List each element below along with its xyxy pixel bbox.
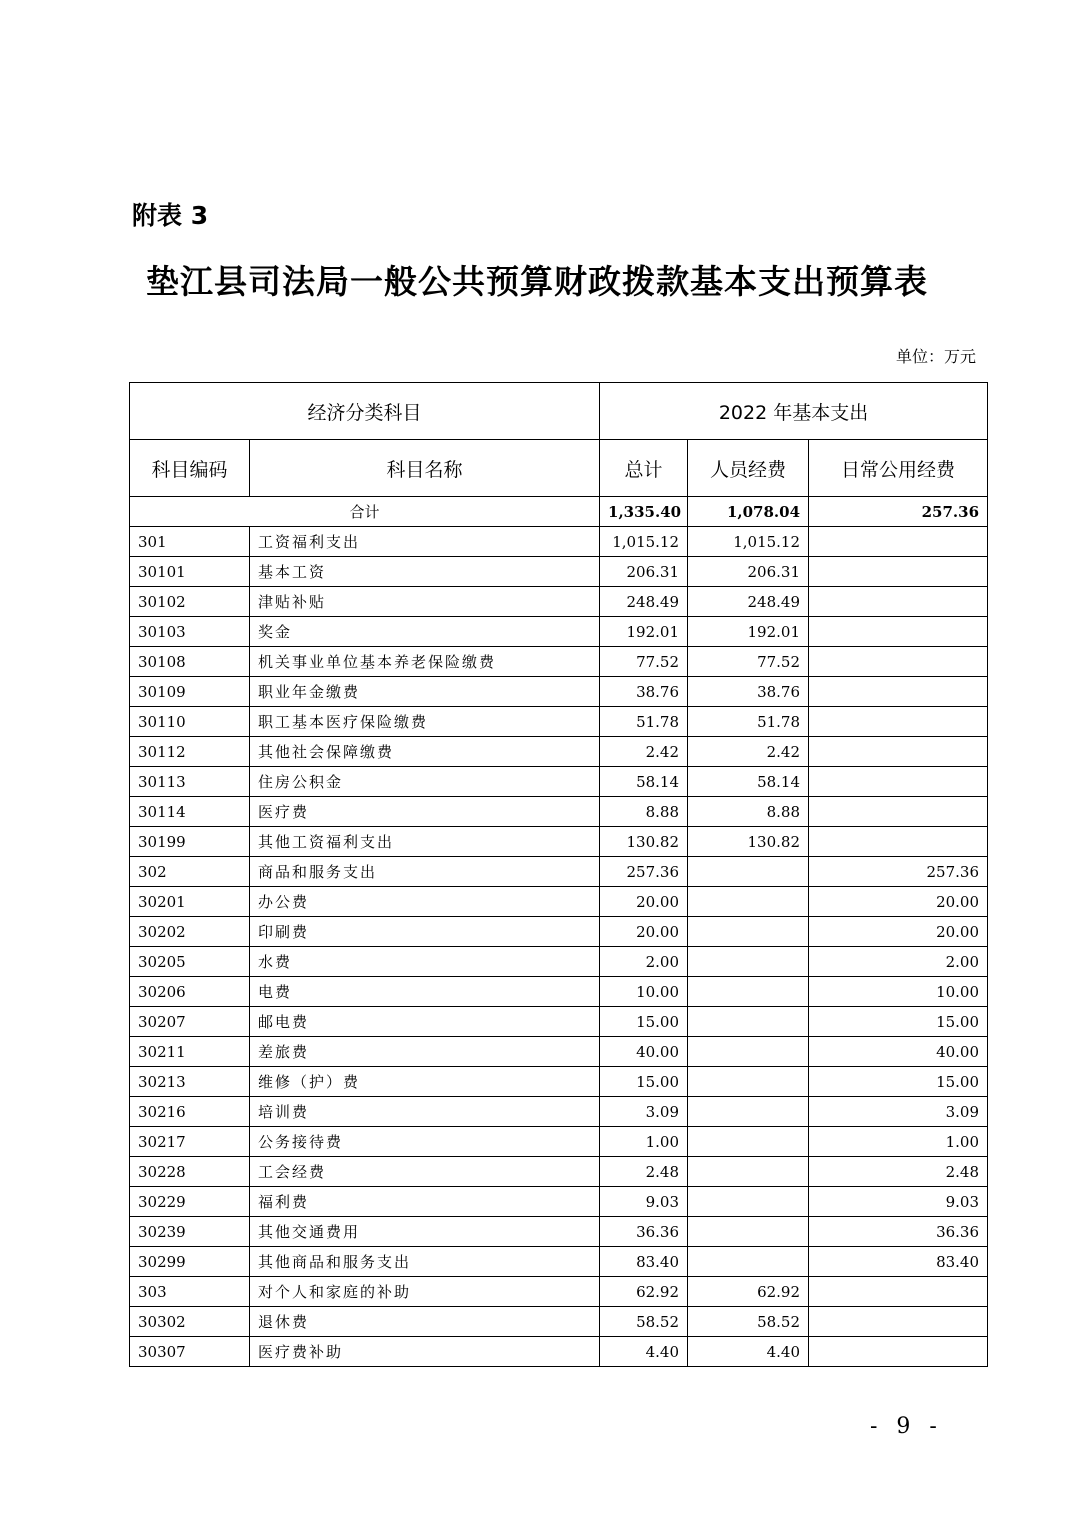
- group-header-row: [130, 383, 988, 440]
- cell-public: 2.00: [809, 947, 988, 977]
- table-row: [130, 1337, 988, 1367]
- cell-public: 3.09: [809, 1097, 988, 1127]
- cell-name: 其他工资福利支出: [250, 827, 600, 857]
- cell-public: [809, 1337, 988, 1367]
- cell-name: 机关事业单位基本养老保险缴费: [250, 647, 600, 677]
- cell-total: 2.42: [600, 737, 688, 767]
- total-personnel: 1,078.04: [688, 497, 809, 527]
- cell-name: 公务接待费: [250, 1127, 600, 1157]
- cell-code: 30207: [130, 1007, 250, 1037]
- cell-code: 30299: [130, 1247, 250, 1277]
- cell-public: [809, 647, 988, 677]
- cell-code: 303: [130, 1277, 250, 1307]
- table-row: [130, 647, 988, 677]
- cell-personnel: 77.52: [688, 647, 809, 677]
- cell-name: 印刷费: [250, 917, 600, 947]
- cell-personnel: [688, 1247, 809, 1277]
- col-header-public: 日常公用经费: [809, 440, 988, 497]
- cell-code: 30302: [130, 1307, 250, 1337]
- cell-name: 奖金: [250, 617, 600, 647]
- cell-name: 邮电费: [250, 1007, 600, 1037]
- cell-name: 其他商品和服务支出: [250, 1247, 600, 1277]
- cell-name: 电费: [250, 977, 600, 1007]
- cell-total: 206.31: [600, 557, 688, 587]
- total-public: 257.36: [809, 497, 988, 527]
- cell-name: 医疗费补助: [250, 1337, 600, 1367]
- cell-code: 30206: [130, 977, 250, 1007]
- cell-personnel: [688, 1217, 809, 1247]
- table-row: [130, 1127, 988, 1157]
- cell-code: 30110: [130, 707, 250, 737]
- column-header-row: [130, 440, 988, 497]
- cell-code: 30114: [130, 797, 250, 827]
- cell-public: [809, 617, 988, 647]
- table-row: [130, 797, 988, 827]
- cell-total: 40.00: [600, 1037, 688, 1067]
- cell-name: 工资福利支出: [250, 527, 600, 557]
- cell-total: 83.40: [600, 1247, 688, 1277]
- cell-personnel: 192.01: [688, 617, 809, 647]
- cell-personnel: [688, 1037, 809, 1067]
- table-row: [130, 1007, 988, 1037]
- table-row: [130, 1217, 988, 1247]
- cell-public: 15.00: [809, 1067, 988, 1097]
- cell-name: 职业年金缴费: [250, 677, 600, 707]
- cell-personnel: [688, 857, 809, 887]
- col-header-code: 科目编码: [130, 440, 250, 497]
- cell-code: 30109: [130, 677, 250, 707]
- cell-name: 差旅费: [250, 1037, 600, 1067]
- cell-total: 58.52: [600, 1307, 688, 1337]
- cell-personnel: [688, 1157, 809, 1187]
- cell-total: 257.36: [600, 857, 688, 887]
- cell-total: 9.03: [600, 1187, 688, 1217]
- cell-name: 其他社会保障缴费: [250, 737, 600, 767]
- cell-name: 工会经费: [250, 1157, 600, 1187]
- cell-code: 30228: [130, 1157, 250, 1187]
- total-total: 1,335.40: [600, 497, 688, 527]
- cell-public: 9.03: [809, 1187, 988, 1217]
- col-header-total: 总计: [600, 440, 688, 497]
- cell-code: 30307: [130, 1337, 250, 1367]
- cell-total: 130.82: [600, 827, 688, 857]
- total-row: [130, 497, 988, 527]
- table-row: [130, 887, 988, 917]
- cell-public: 20.00: [809, 917, 988, 947]
- cell-personnel: [688, 1127, 809, 1157]
- cell-public: 257.36: [809, 857, 988, 887]
- attachment-label: 附表 3: [132, 201, 209, 230]
- table-row: [130, 1247, 988, 1277]
- cell-code: 30239: [130, 1217, 250, 1247]
- col-header-personnel: 人员经费: [688, 440, 809, 497]
- cell-public: [809, 527, 988, 557]
- table-row: [130, 557, 988, 587]
- total-label: 合计: [130, 497, 600, 527]
- cell-code: 30102: [130, 587, 250, 617]
- cell-total: 62.92: [600, 1277, 688, 1307]
- table-row: [130, 827, 988, 857]
- table-row: [130, 617, 988, 647]
- cell-total: 38.76: [600, 677, 688, 707]
- cell-total: 77.52: [600, 647, 688, 677]
- cell-total: 8.88: [600, 797, 688, 827]
- cell-code: 30216: [130, 1097, 250, 1127]
- cell-public: [809, 1307, 988, 1337]
- page-number: - 9 -: [870, 1414, 943, 1439]
- cell-personnel: 8.88: [688, 797, 809, 827]
- cell-personnel: 62.92: [688, 1277, 809, 1307]
- cell-public: 20.00: [809, 887, 988, 917]
- cell-public: 83.40: [809, 1247, 988, 1277]
- table-row: [130, 767, 988, 797]
- cell-code: 30229: [130, 1187, 250, 1217]
- cell-name: 对个人和家庭的补助: [250, 1277, 600, 1307]
- cell-name: 办公费: [250, 887, 600, 917]
- cell-public: [809, 737, 988, 767]
- table-row: [130, 917, 988, 947]
- table-row: [130, 707, 988, 737]
- table-row: [130, 527, 988, 557]
- table-row: [130, 737, 988, 767]
- col-header-name: 科目名称: [250, 440, 600, 497]
- cell-personnel: [688, 1067, 809, 1097]
- cell-code: 30205: [130, 947, 250, 977]
- cell-public: 10.00: [809, 977, 988, 1007]
- cell-public: 1.00: [809, 1127, 988, 1157]
- cell-total: 248.49: [600, 587, 688, 617]
- cell-code: 30213: [130, 1067, 250, 1097]
- table-row: [130, 857, 988, 887]
- cell-public: [809, 707, 988, 737]
- cell-total: 1,015.12: [600, 527, 688, 557]
- table-row: [130, 587, 988, 617]
- cell-code: 30112: [130, 737, 250, 767]
- cell-total: 20.00: [600, 917, 688, 947]
- cell-code: 301: [130, 527, 250, 557]
- cell-code: 30201: [130, 887, 250, 917]
- table-row: [130, 1307, 988, 1337]
- cell-public: [809, 767, 988, 797]
- cell-name: 职工基本医疗保险缴费: [250, 707, 600, 737]
- cell-public: [809, 1277, 988, 1307]
- cell-public: 36.36: [809, 1217, 988, 1247]
- cell-total: 20.00: [600, 887, 688, 917]
- cell-code: 30108: [130, 647, 250, 677]
- cell-total: 3.09: [600, 1097, 688, 1127]
- unit-label: 单位：万元: [895, 347, 976, 366]
- cell-name: 其他交通费用: [250, 1217, 600, 1247]
- cell-personnel: 2.42: [688, 737, 809, 767]
- cell-personnel: [688, 1097, 809, 1127]
- cell-public: [809, 677, 988, 707]
- cell-public: 15.00: [809, 1007, 988, 1037]
- cell-personnel: [688, 917, 809, 947]
- cell-code: 30113: [130, 767, 250, 797]
- cell-personnel: 206.31: [688, 557, 809, 587]
- table-row: [130, 677, 988, 707]
- cell-total: 58.14: [600, 767, 688, 797]
- cell-total: 1.00: [600, 1127, 688, 1157]
- cell-total: 15.00: [600, 1007, 688, 1037]
- cell-public: [809, 827, 988, 857]
- table-row: [130, 947, 988, 977]
- table-row: [130, 1187, 988, 1217]
- group-header-basic-expense: 2022 年基本支出: [600, 383, 988, 440]
- cell-personnel: 58.52: [688, 1307, 809, 1337]
- cell-personnel: [688, 887, 809, 917]
- cell-personnel: 130.82: [688, 827, 809, 857]
- table-row: [130, 1037, 988, 1067]
- table-row: [130, 1157, 988, 1187]
- cell-name: 住房公积金: [250, 767, 600, 797]
- budget-table: [129, 382, 988, 1367]
- table-row: [130, 977, 988, 1007]
- cell-name: 基本工资: [250, 557, 600, 587]
- cell-total: 2.00: [600, 947, 688, 977]
- cell-public: 2.48: [809, 1157, 988, 1187]
- cell-public: [809, 557, 988, 587]
- cell-personnel: 248.49: [688, 587, 809, 617]
- cell-personnel: [688, 977, 809, 1007]
- cell-total: 4.40: [600, 1337, 688, 1367]
- cell-code: 30217: [130, 1127, 250, 1157]
- cell-personnel: 1,015.12: [688, 527, 809, 557]
- table-row: [130, 1277, 988, 1307]
- table-row: [130, 1067, 988, 1097]
- cell-total: 15.00: [600, 1067, 688, 1097]
- cell-public: 40.00: [809, 1037, 988, 1067]
- cell-name: 维修（护）费: [250, 1067, 600, 1097]
- group-header-economic: 经济分类科目: [130, 383, 600, 440]
- cell-personnel: [688, 1007, 809, 1037]
- cell-personnel: 38.76: [688, 677, 809, 707]
- cell-personnel: [688, 947, 809, 977]
- page-title: 垫江县司法局一般公共预算财政拨款基本支出预算表: [146, 262, 928, 301]
- cell-total: 51.78: [600, 707, 688, 737]
- table-row: [130, 1097, 988, 1127]
- cell-personnel: [688, 1187, 809, 1217]
- cell-code: 30199: [130, 827, 250, 857]
- cell-total: 36.36: [600, 1217, 688, 1247]
- cell-name: 退休费: [250, 1307, 600, 1337]
- cell-name: 培训费: [250, 1097, 600, 1127]
- cell-personnel: 51.78: [688, 707, 809, 737]
- cell-total: 10.00: [600, 977, 688, 1007]
- cell-personnel: 58.14: [688, 767, 809, 797]
- cell-code: 30202: [130, 917, 250, 947]
- cell-code: 30103: [130, 617, 250, 647]
- cell-name: 津贴补贴: [250, 587, 600, 617]
- cell-name: 水费: [250, 947, 600, 977]
- cell-total: 192.01: [600, 617, 688, 647]
- cell-name: 福利费: [250, 1187, 600, 1217]
- cell-total: 2.48: [600, 1157, 688, 1187]
- cell-public: [809, 587, 988, 617]
- cell-name: 商品和服务支出: [250, 857, 600, 887]
- cell-code: 302: [130, 857, 250, 887]
- cell-name: 医疗费: [250, 797, 600, 827]
- cell-public: [809, 797, 988, 827]
- cell-code: 30101: [130, 557, 250, 587]
- cell-personnel: 4.40: [688, 1337, 809, 1367]
- cell-code: 30211: [130, 1037, 250, 1067]
